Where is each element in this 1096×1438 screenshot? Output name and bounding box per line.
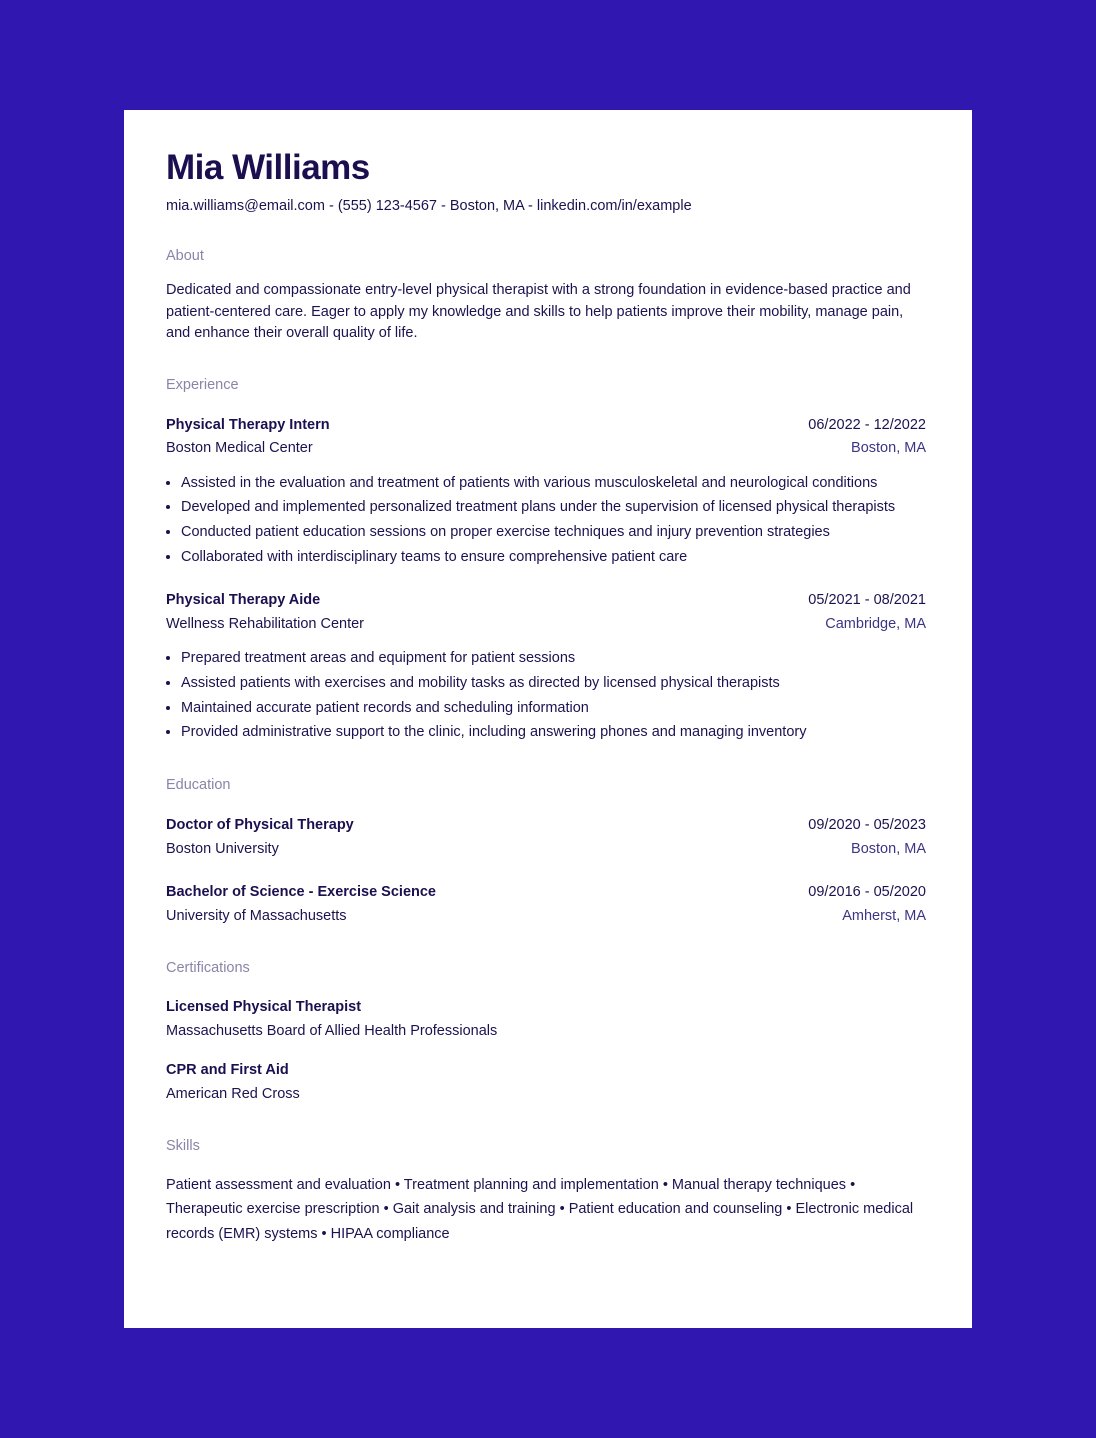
section-title-skills: Skills bbox=[166, 1138, 200, 1155]
education-dates: 09/2020 - 05/2023 bbox=[808, 817, 926, 834]
experience-item bbox=[166, 414, 926, 570]
job-role: Physical Therapy Intern bbox=[166, 416, 330, 433]
skill-separator: • bbox=[383, 1201, 389, 1218]
education-location: Amherst, MA bbox=[842, 907, 926, 924]
education-degree: Bachelor of Science - Exercise Science bbox=[166, 884, 436, 901]
education-degree: Doctor of Physical Therapy bbox=[166, 817, 354, 834]
section-title-certifications: Certifications bbox=[166, 960, 250, 977]
job-organization: Wellness Rehabilitation Center bbox=[166, 615, 365, 632]
job-bullets bbox=[166, 646, 926, 745]
skill-separator: • bbox=[321, 1225, 327, 1242]
job-organization: Boston Medical Center bbox=[166, 440, 313, 456]
job-bullet: • Assisted in the evaluation and treatment of patients with various musculoskeletal and neurological conditions bbox=[181, 471, 926, 496]
skill-item: Patient education and counseling bbox=[568, 1201, 783, 1218]
education-school: University of Massachusetts bbox=[166, 907, 347, 924]
skill-separator: • bbox=[394, 1177, 401, 1194]
certification-item bbox=[166, 996, 926, 1043]
section-title-education: Education bbox=[166, 777, 231, 794]
education-school: Boston University bbox=[166, 840, 279, 857]
job-dates: 05/2021 - 08/2021 bbox=[808, 592, 926, 609]
skill-item: Patient assessment and evaluation bbox=[166, 1177, 391, 1194]
skill-item: Treatment planning and implementation bbox=[403, 1177, 659, 1194]
skill-separator: • bbox=[662, 1177, 668, 1194]
job-bullet: • Prepared treatment areas and equipment for patient sessions bbox=[181, 646, 926, 671]
certification-name: CPR and First Aid bbox=[166, 1062, 289, 1079]
job-bullet: • Collaborated with interdisciplinary teams to ensure comprehensive patient care bbox=[181, 545, 926, 570]
skill-separator: • bbox=[850, 1177, 856, 1194]
skill-item: HIPAA compliance bbox=[330, 1225, 450, 1242]
skill-item: Therapeutic exercise prescription bbox=[166, 1201, 380, 1218]
certification-name: Licensed Physical Therapist bbox=[166, 999, 362, 1016]
job-location: Boston, MA bbox=[851, 440, 926, 456]
resume-page bbox=[124, 110, 972, 1328]
section-title-experience: Experience bbox=[166, 376, 239, 393]
job-bullet: • Maintained accurate patient records and scheduling information bbox=[181, 696, 926, 721]
skill-item: Gait analysis and training bbox=[392, 1201, 556, 1218]
job-bullets bbox=[166, 471, 926, 570]
education-item bbox=[166, 814, 926, 861]
certification-item bbox=[166, 1059, 926, 1106]
section-title-about: About bbox=[166, 248, 204, 264]
job-location: Cambridge, MA bbox=[825, 615, 926, 632]
job-bullet: • Conducted patient education sessions on proper exercise techniques and injury prevention strategies bbox=[181, 520, 926, 545]
skills-list bbox=[166, 1173, 926, 1246]
certification-issuer: American Red Cross bbox=[166, 1085, 300, 1102]
certification-issuer: Massachusetts Board of Allied Health Professionals bbox=[166, 1022, 498, 1039]
experience-item bbox=[166, 589, 926, 745]
skill-item: Manual therapy techniques bbox=[671, 1177, 847, 1194]
job-bullet: • Developed and implemented personalized treatment plans under the supervision of licensed physical therapists bbox=[181, 495, 926, 520]
education-item bbox=[166, 881, 926, 928]
job-role: Physical Therapy Aide bbox=[166, 592, 321, 609]
job-bullet: • Assisted patients with exercises and mobility tasks as directed by licensed physical therapists bbox=[181, 671, 926, 696]
contact-line: mia.williams@email.com - (555) 123-4567 - Boston, MA - linkedin.com/in/example bbox=[166, 198, 692, 214]
about-text: Dedicated and compassionate entry-level physical therapist with a strong foundation in evidence-based practice and patient-centered care. Eager to apply my knowledge and skills to help patients improve their mobility, manage pain, and enhance their overall quality of life. bbox=[166, 282, 911, 341]
skill-item: Electronic medical records (EMR) systems bbox=[166, 1201, 914, 1242]
skill-separator: • bbox=[559, 1201, 565, 1218]
job-bullet: • Provided administrative support to the clinic, including answering phones and managing inventory bbox=[181, 720, 926, 745]
candidate-name: Mia Williams bbox=[166, 148, 370, 187]
education-dates: 09/2016 - 05/2020 bbox=[808, 884, 926, 901]
job-dates: 06/2022 - 12/2022 bbox=[808, 416, 926, 433]
education-location: Boston, MA bbox=[851, 840, 926, 857]
skill-separator: • bbox=[786, 1201, 792, 1218]
